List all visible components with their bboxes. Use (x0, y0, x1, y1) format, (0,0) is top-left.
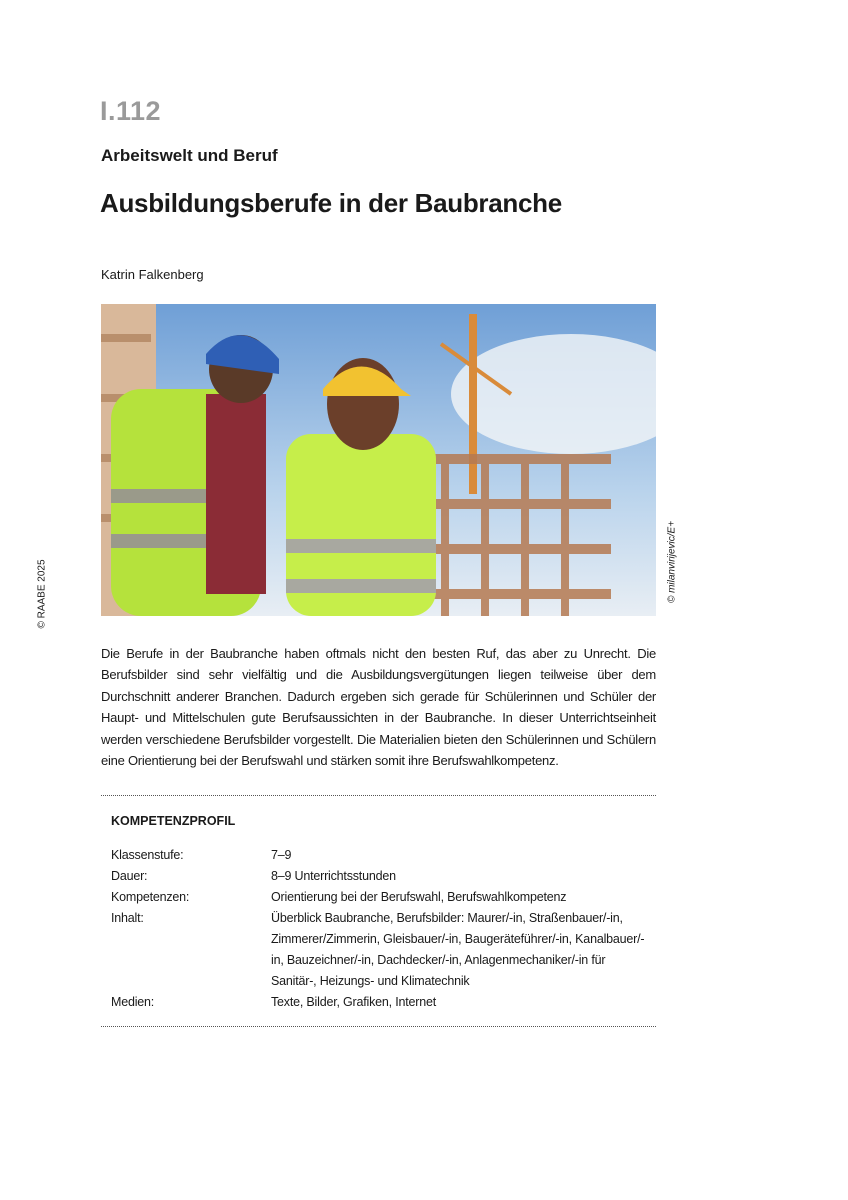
profile-value: Texte, Bilder, Grafiken, Internet (271, 995, 437, 1009)
unit-code: I.112 (100, 96, 162, 126)
profile-label: Dauer: (111, 869, 148, 883)
profile-label: Kompetenzen: (111, 890, 190, 904)
construction-workers-photo (101, 304, 656, 616)
intro-paragraph: Die Berufe in der Baubranche haben oftmals nicht den besten Ruf, das aber zu Unrecht. Die Berufsbilder sind sehr vielfältig und die Ausbildungsvergütungen liegen teilweise über dem Durchschnitt anderer Branchen. Dadurch ergeben sich gerade für Schülerinnen und Schüler der Haupt- und Mittelschulen gute Berufsaussichten in der Baubranche. In dieser Unterrichtseinheit werden verschiedene Berufsbilder vorgestellt. Die Materialien bieten den Schülerinnen und Schülern eine Orientierung bei der Berufswahl und stärken somit ihre Berufswahlkompetenz. (101, 646, 656, 769)
profile-row-content (111, 908, 651, 992)
author: Katrin Falkenberg (101, 267, 204, 282)
page-title: Ausbildungsberufe in der Baubranche (100, 188, 562, 218)
profile-value: 7–9 (271, 848, 292, 862)
divider-top (101, 795, 656, 796)
profile-value: Überblick Baubranche, Berufsbilder: Maurer/-in, Straßenbauer/-in, Zimmerer/Zimmerin, Gleisbauer/-in, Baugeräteführer/-in, Kanalbauer/-in, Bauzeichner/-in, Dachdecker/-in, Anlagenmechaniker/-in für Sanitär-, Heizungs- und Klimatechnik (271, 911, 645, 988)
series-title: Arbeitswelt und Beruf (101, 146, 278, 165)
profile-row-duration (111, 866, 651, 887)
copyright-note: © RAABE 2025 (36, 559, 48, 629)
profile-row-media (111, 992, 651, 1013)
profile-value: 8–9 Unterrichtsstunden (271, 869, 396, 883)
competence-profile-heading: KOMPETENZPROFIL (111, 814, 236, 828)
divider-bottom (101, 1026, 656, 1027)
photo-credit: © milanvirijevic/E+ (666, 520, 678, 604)
profile-label: Klassenstufe: (111, 848, 184, 862)
profile-label: Inhalt: (111, 911, 144, 925)
profile-label: Medien: (111, 995, 155, 1009)
profile-row-competences (111, 887, 651, 908)
profile-row-grade (111, 845, 651, 866)
profile-value: Orientierung bei der Berufswahl, Berufswahlkompetenz (271, 890, 567, 904)
